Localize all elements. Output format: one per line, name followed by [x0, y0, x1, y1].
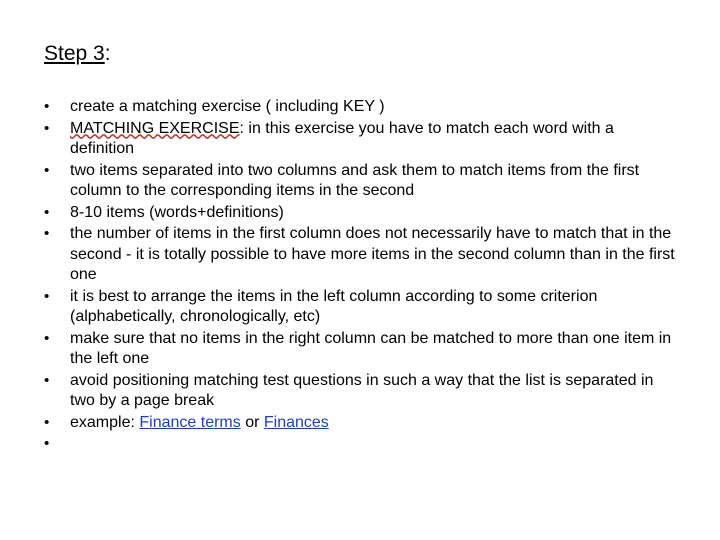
slide-title-text: Step 3 — [44, 42, 105, 65]
bullet-item — [0, 161, 720, 202]
bullet-item — [0, 371, 720, 412]
slide-title — [44, 40, 111, 68]
bullet-text: avoid positioning matching test questions in such a way that the list is separated in two by a page break — [70, 371, 654, 409]
bullet-item — [0, 413, 720, 434]
bullet-text-middle: or — [240, 413, 264, 431]
bullet-dot: • — [44, 225, 50, 242]
bullet-dot: • — [44, 119, 50, 137]
bullet-text: make sure that no items in the right column can be matched to more than one item in the left one — [70, 329, 672, 367]
bullet-text: the number of items in the first column does not necessarily have to match that in the second - it is totally possible to have more items in the second column than in the first one — [70, 225, 675, 283]
bullet-dot: • — [44, 413, 50, 431]
bullet-dot: • — [44, 371, 50, 389]
bullet-item — [0, 287, 720, 328]
bullet-text: it is best to arrange the items in the left column according to some criterion (alphabetically, chronologically, etc) — [70, 287, 598, 325]
bullet-text: two items separated into two columns and ask them to match items from the first column to the corresponding items in the second — [70, 161, 640, 199]
bullet-item — [0, 119, 720, 160]
bullet-dot: • — [44, 203, 50, 221]
bullet-text: 8-10 items (words+definitions) — [70, 203, 284, 221]
bullet-dot: • — [44, 161, 50, 179]
bullet-dot: • — [44, 435, 50, 452]
bullet-lead-term: MATCHING EXERCISE — [70, 119, 240, 137]
bullet-item — [0, 97, 720, 118]
finance-terms-link[interactable]: Finance terms — [139, 413, 241, 431]
bullet-item — [0, 203, 720, 224]
bullet-dot: • — [44, 329, 50, 347]
bullet-text: : in this exercise you have to match each word with a definition — [70, 119, 614, 157]
bullet-text-prefix: example: — [70, 413, 140, 431]
finances-link[interactable]: Finances — [263, 413, 329, 431]
bullet-list — [0, 97, 720, 452]
bullet-dot: • — [44, 287, 50, 305]
bullet-item — [0, 329, 720, 370]
bullet-dot: • — [44, 98, 50, 115]
slide-title-colon: : — [104, 42, 111, 65]
bullet-text: create a matching exercise ( including KEY ) — [70, 98, 385, 115]
bullet-item — [0, 224, 720, 286]
